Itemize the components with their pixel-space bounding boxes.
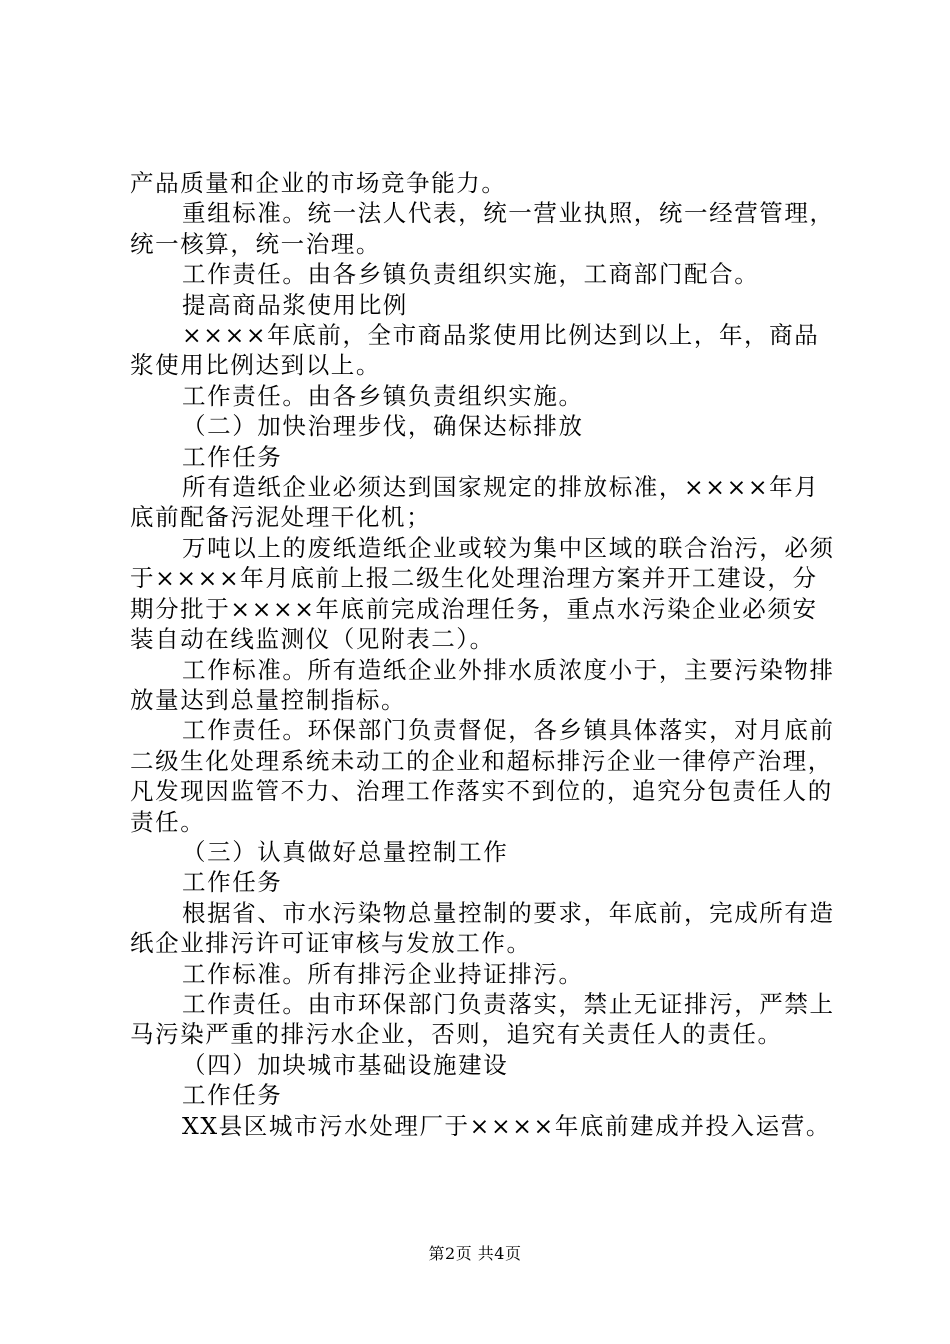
paragraph: 工作责任。由各乡镇负责组织实施。 — [182, 381, 584, 410]
paragraph: 工作责任。由各乡镇负责组织实施，工商部门配合。 — [182, 260, 760, 289]
paragraph: 所有造纸企业必须达到国家规定的排放标准，××××年月底前配备污泥处理干化机； — [130, 473, 820, 532]
paragraph: 重组标准。统一法人代表，统一营业执照，统一经营管理，统一核算，统一治理。 — [130, 199, 835, 258]
document-body — [130, 168, 840, 1141]
section-heading: （二）加快治理步伐，确保达标排放 — [182, 412, 584, 441]
section-heading: 提高商品浆使用比例 — [182, 290, 408, 319]
subsection-heading: 工作任务 — [182, 1081, 283, 1110]
paragraph: 工作标准。所有造纸企业外排水质浓度小于，主要污染物排放量达到总量控制指标。 — [130, 655, 835, 714]
subsection-heading: 工作任务 — [182, 868, 283, 897]
paragraph: 产品质量和企业的市场竞争能力。 — [130, 169, 507, 197]
paragraph: 根据省、市水污染物总量控制的要求，年底前，完成所有造纸企业排污许可证审核与发放工作。 — [130, 898, 835, 958]
paragraph: 工作标准。所有排污企业持证排污。 — [182, 959, 584, 988]
paragraph: 工作责任。由市环保部门负责落实，禁止无证排污，严禁上马污染严重的排污水企业，否则，追究有关责任人的责任。 — [130, 989, 835, 1049]
paragraph: 万吨以上的废纸造纸企业或较为集中区域的联合治污，必须于××××年月底前上报二级生化处理治理方案并开工建设，分期分批于××××年底前完成治理任务，重点水污染企业必须安装自动在线监测仪（见附表二）。 — [130, 533, 835, 654]
page-footer — [0, 1243, 950, 1265]
section-heading: （三）认真做好总量控制工作 — [182, 837, 509, 866]
paragraph: XX县区城市污水处理厂于××××年底前建成并投入运营。 — [182, 1111, 831, 1140]
section-heading: （四）加块城市基础设施建设 — [182, 1050, 509, 1079]
paragraph: ××××年底前，全市商品浆使用比例达到以上，年，商品浆使用比例达到以上。 — [130, 321, 820, 380]
subsection-heading: 工作任务 — [182, 442, 283, 471]
paragraph: 工作责任。环保部门负责督促，各乡镇具体落实，对月底前二级生化处理系统未动工的企业和超标排污企业一律停产治理，凡发现因监管不力、治理工作落实不到位的，追究分包责任人的责任。 — [130, 716, 835, 836]
page-number: 第2页 共4页 — [428, 1244, 522, 1263]
